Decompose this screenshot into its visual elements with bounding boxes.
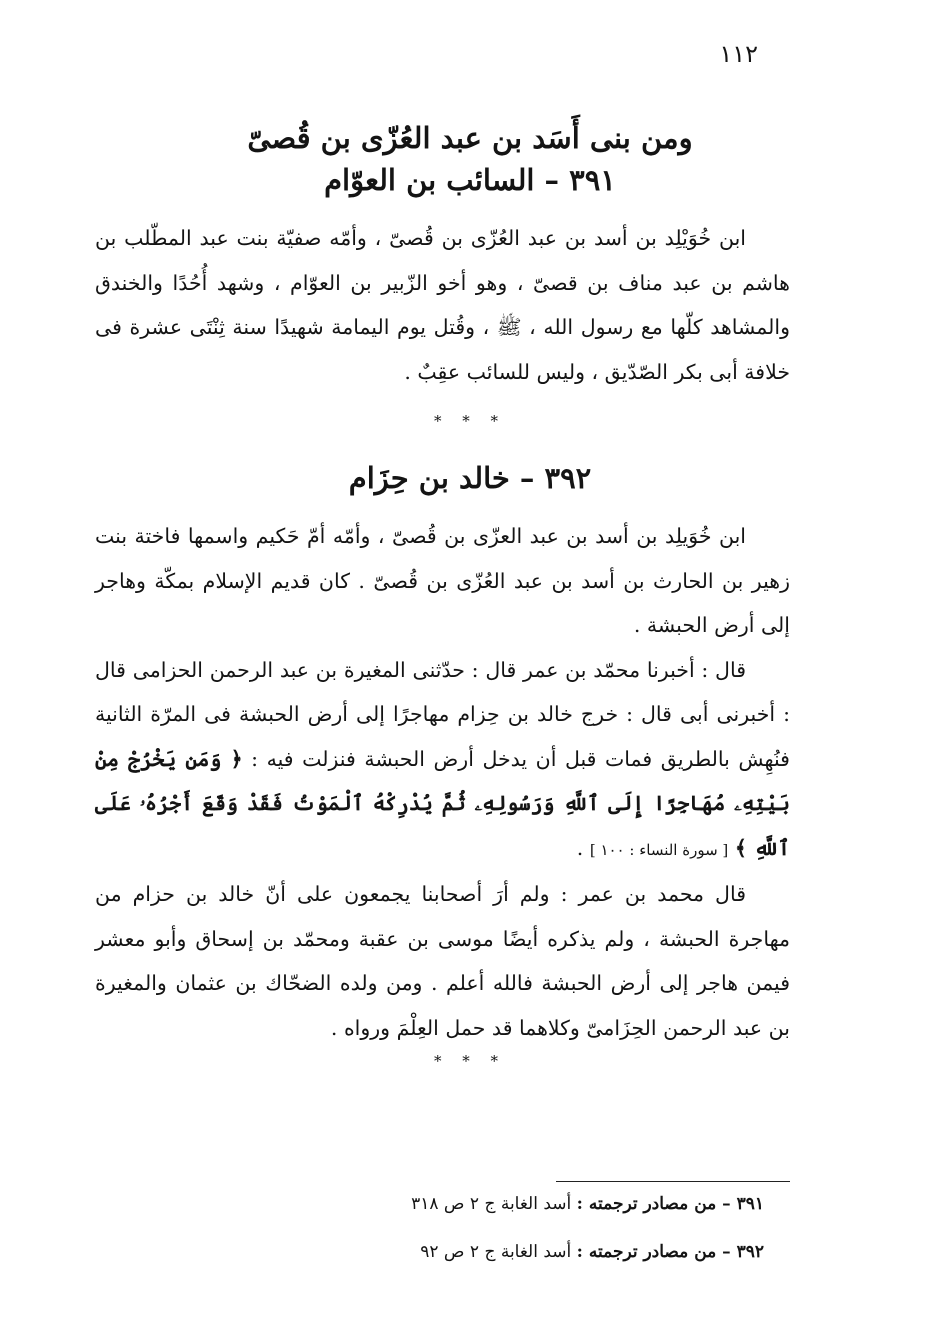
entry-391-paragraph: ابن خُوَيْلِد بن أسد بن عبد العُزّى بن قُصىّ ، وأمّه صفيّة بنت عبد المطّلب بن هاشم بن عبد مناف بن قصىّ ، وهو أخو الزّبير بن العوّام ، وشهد أُحُدًا والخندق والمشاهد كلّها مع رسول الله ، ﷺ ، وقُتل يوم اليمامة شهيدًا سنة ثِنْتَى عشرة فى خلافة أبى بكر الصّدّيق ، وليس للسائب عقِبٌ .: [95, 226, 790, 384]
footnote-source: أسد الغابة ج ٢ ص ٩٢: [420, 1242, 572, 1262]
footnote-divider: [556, 1181, 790, 1182]
entry-392-heading: ٣٩٢ – خالد بن حِزَام: [348, 461, 592, 495]
entry-391-biography: [95, 216, 790, 394]
page-number: ١١٢: [719, 40, 758, 68]
footnote-label: ٣٩١ – من مصادر ترجمته :: [576, 1194, 764, 1214]
entry-392-paragraph-1: ابن خُوَيلِد بن أسد بن عبد العزّى بن قُصىّ ، وأمّه أمّ حَكيم واسمها فاختة بنت زهير بن الحارث بن أسد بن عبد العُزّى بن قُصىّ . كان قديم الإسلام بمكّة وهاجر إلى أرض الحبشة .: [95, 524, 790, 637]
quran-reference: [ سورة النساء : ١٠٠ ]: [589, 840, 729, 859]
sentence-end: .: [576, 835, 584, 860]
footnote-source: أسد الغابة ج ٢ ص ٣١٨: [411, 1194, 572, 1214]
entry-392-paragraph-2: [95, 648, 790, 873]
tribe-heading: ومن بنى أَسَد بن عبد العُزّى بن قُصىّ: [247, 121, 693, 155]
section-separator: * * *: [433, 1052, 507, 1070]
footnote-391: [204, 1192, 764, 1216]
footnote-392: [204, 1240, 764, 1264]
entry-391-heading: ٣٩١ – السائب بن العوّام: [324, 163, 616, 197]
quran-verse: ﴿ وَمَن يَخْرُجْ مِنْ بَيْتِهِۦ مُهَاجِرًا إِلَى ٱللَّهِ وَرَسُولِهِۦ ثُمَّ يُدْرِكْهُ ٱلْمَوْتُ فَقَدْ وَقَعَ أَجْرُهُۥ عَلَى ٱللَّهِ ﴾: [95, 746, 790, 860]
footnote-label: ٣٩٢ – من مصادر ترجمته :: [576, 1242, 764, 1262]
narration-text: قال : أخبرنا محمّد بن عمر قال : حدّثنى المغيرة بن عبد الرحمن الحزامى قال : أخبرنى أبى قال : خرج خالد بن حِزام مهاجرًا إلى أرض الحبشة فى المرّة الثانية فنُهِش بالطريق فمات قبل أن يدخل أرض الحبشة فنزلت فيه :: [95, 657, 790, 771]
entry-392-biography: [95, 514, 790, 1050]
entry-392-paragraph-3: قال محمد بن عمر : ولم أرَ أصحابنا يجمعون على أنّ خالد بن حزام من مهاجرة الحبشة ، ولم يذكره أيضًا موسى بن عقبة ومحمّد بن إسحاق وأبو معشر فيمن هاجر إلى أرض الحبشة فالله أعلم . ومن ولده الضحّاك بن عثمان والمغيرة بن عبد الرحمن الحِزَامىّ وكلاهما قد حمل العِلْمَ ورواه .: [95, 882, 790, 1040]
section-separator: * * *: [433, 412, 507, 430]
